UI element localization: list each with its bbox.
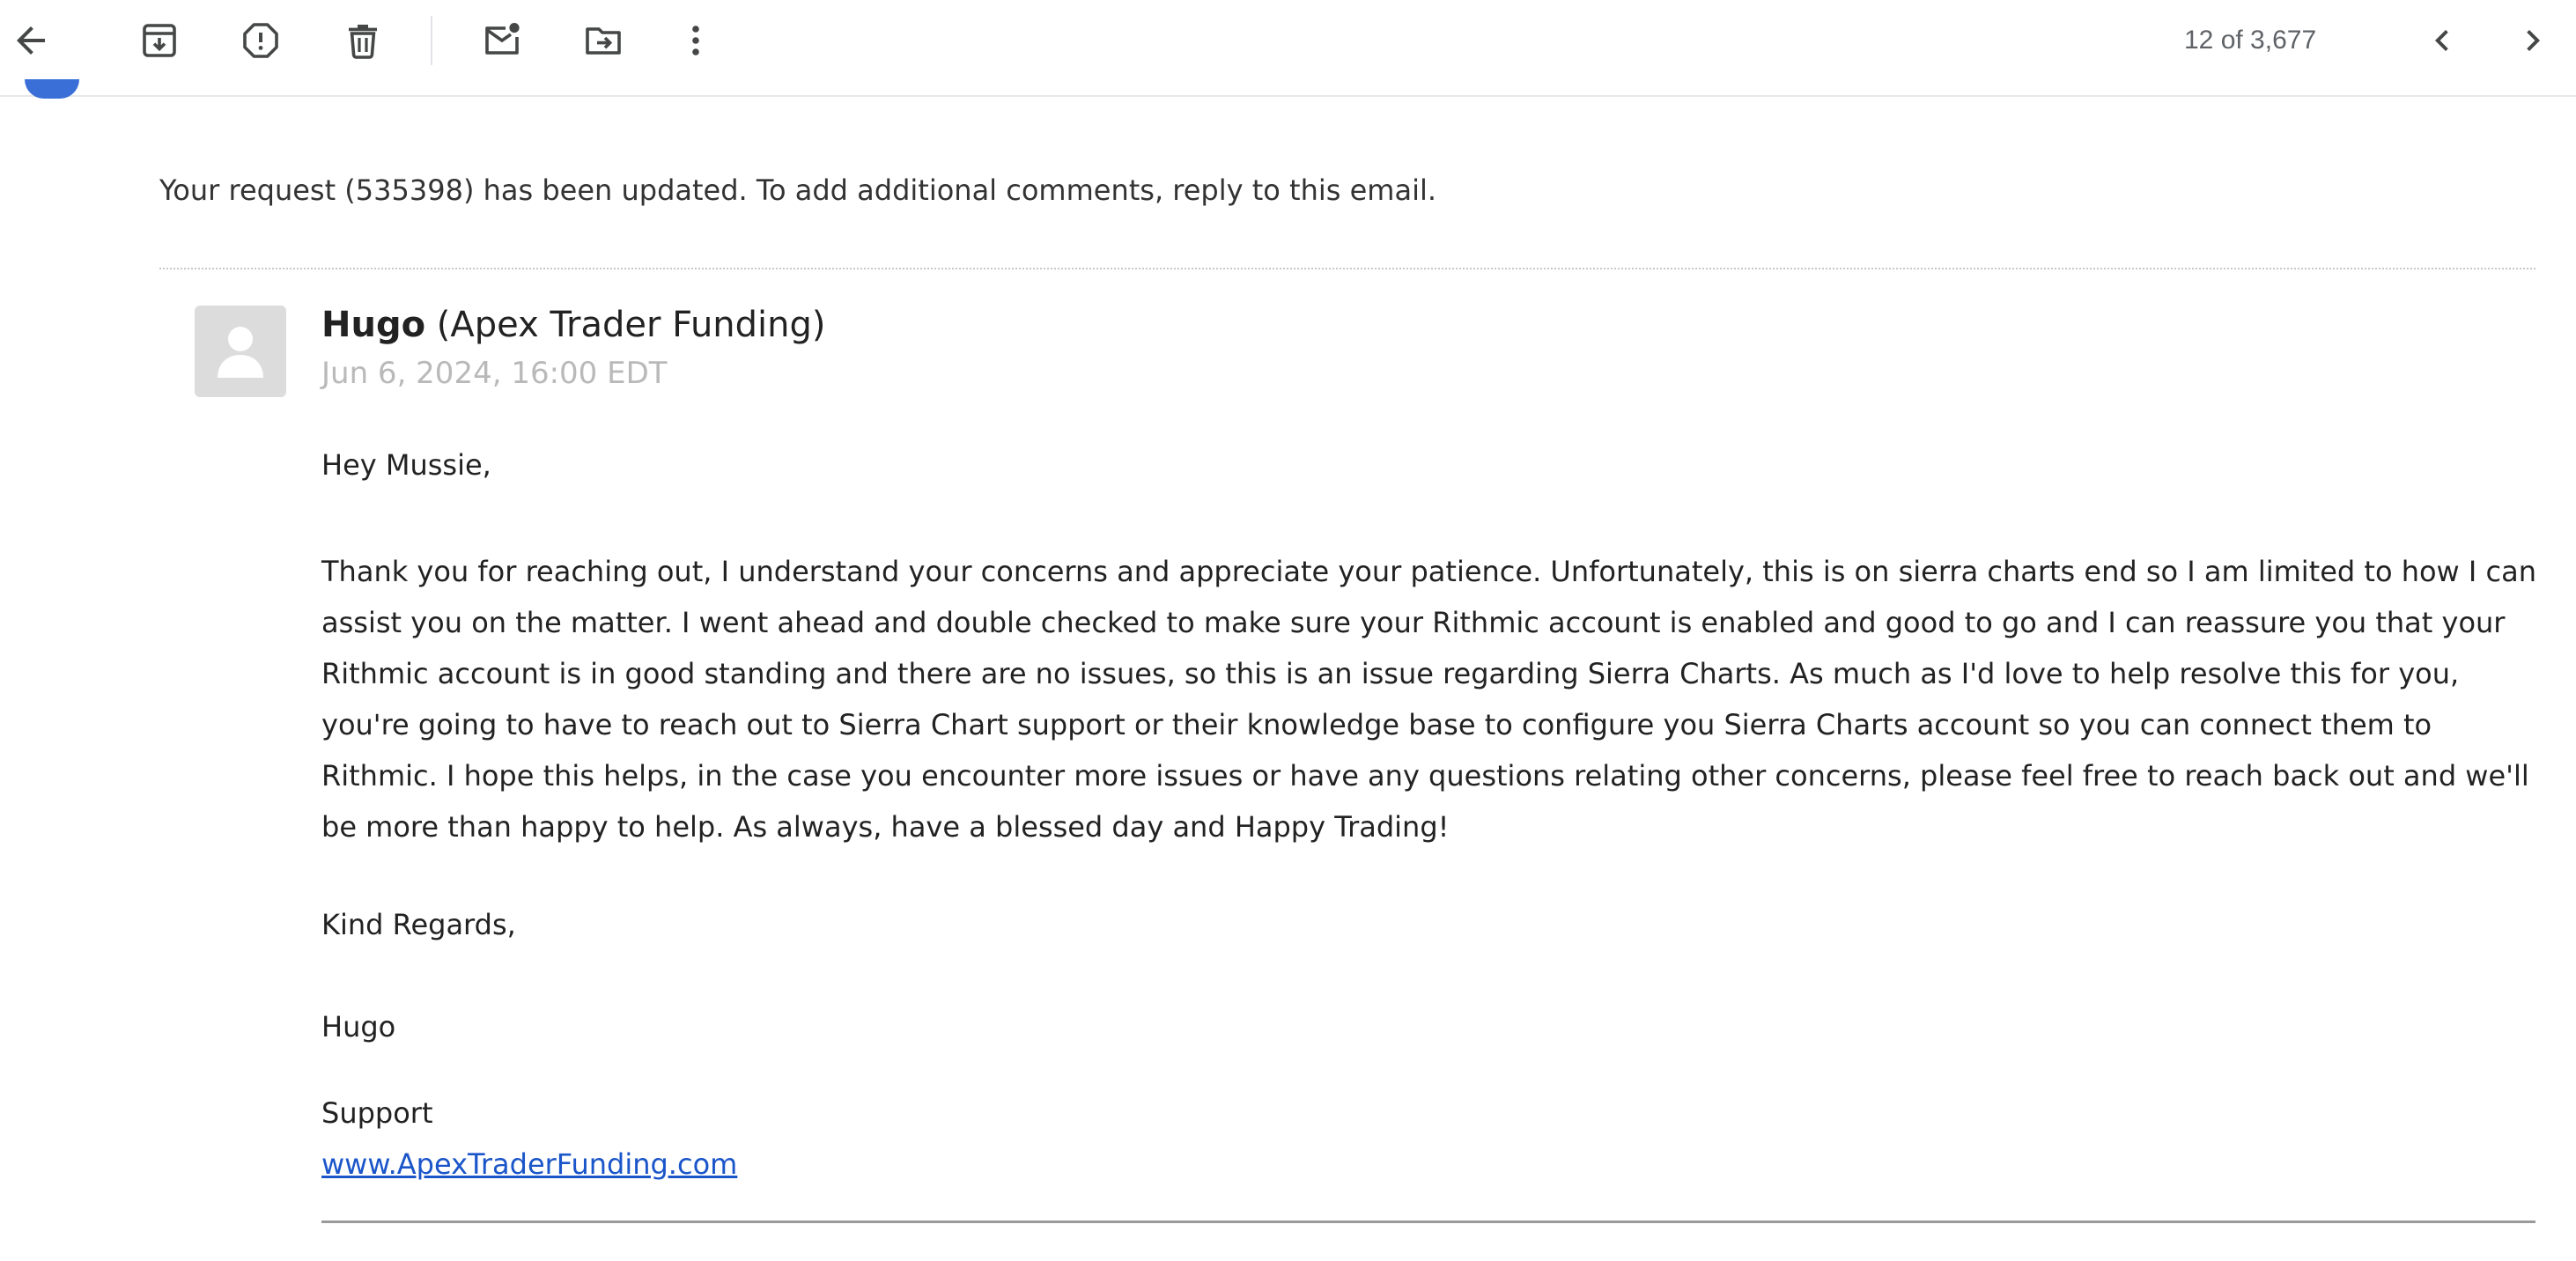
sender-date: Jun 6, 2024, 16:00 EDT (321, 356, 668, 391)
dotted-divider (159, 268, 2535, 269)
toolbar-separator (431, 16, 432, 65)
move-to-button[interactable] (568, 5, 638, 76)
mark-unread-icon (481, 19, 523, 62)
chevron-left-icon (2421, 19, 2463, 62)
older-message-button[interactable] (2498, 5, 2568, 76)
chevron-right-icon (2512, 19, 2554, 62)
paragraph-line: be more than happy to help. As always, have a blessed day and Happy Trading! (321, 810, 1450, 844)
message-paragraph (321, 546, 2541, 852)
report-spam-button[interactable] (225, 5, 296, 76)
paragraph-line: Rithmic account is in good standing and there are no issues, so this is an issue regarding Sierra Charts. As much as I'd love to help resolve this for you, (321, 657, 2460, 690)
sender-organization: (Apex Trader Funding) (436, 305, 826, 345)
arrow-left-icon (10, 19, 52, 62)
back-button[interactable] (0, 5, 66, 76)
greeting: Hey Mussie, (321, 448, 491, 482)
move-to-folder-icon (582, 19, 624, 62)
more-options-button[interactable] (661, 5, 731, 76)
report-spam-icon (240, 19, 282, 62)
paragraph-line: assist you on the matter. I went ahead and double checked to make sure your Rithmic account is enabled and good to go and I can reassure you that your (321, 606, 2506, 639)
archive-button[interactable] (124, 5, 195, 76)
trash-icon (342, 19, 384, 62)
signature-divider (321, 1220, 2535, 1223)
email-toolbar (0, 0, 2576, 97)
paragraph-line: you're going to have to reach out to Sierra Chart support or their knowledge base to configure you Sierra Charts account so you can connect them to (321, 708, 2432, 741)
more-vertical-icon (675, 19, 717, 62)
closing: Kind Regards, (321, 908, 516, 941)
newer-message-button[interactable] (2407, 5, 2477, 76)
paragraph-line: Rithmic. I hope this helps, in the case you encounter more issues or have any questions relating other concerns, please feel free to reach back out and we'll (321, 759, 2529, 793)
archive-icon (138, 19, 181, 62)
request-update-notice: Your request (535398) has been updated. To add additional comments, reply to this email. (159, 173, 1437, 207)
delete-button[interactable] (328, 5, 398, 76)
signature-role: Support (321, 1096, 433, 1130)
sender-name: Hugo (321, 305, 426, 345)
website-link[interactable]: www.ApexTraderFunding.com (321, 1147, 738, 1181)
paragraph-line: Thank you for reaching out, I understand your concerns and appreciate your patience. Unfortunately, this is on sierra charts end so I am limited to how I can (321, 555, 2536, 588)
sender-header (321, 303, 826, 347)
mark-unread-button[interactable] (467, 5, 537, 76)
message-counter: 12 of 3,677 (2184, 26, 2317, 55)
signature-name: Hugo (321, 1010, 396, 1043)
sender-avatar (195, 306, 286, 397)
person-icon (218, 325, 263, 378)
